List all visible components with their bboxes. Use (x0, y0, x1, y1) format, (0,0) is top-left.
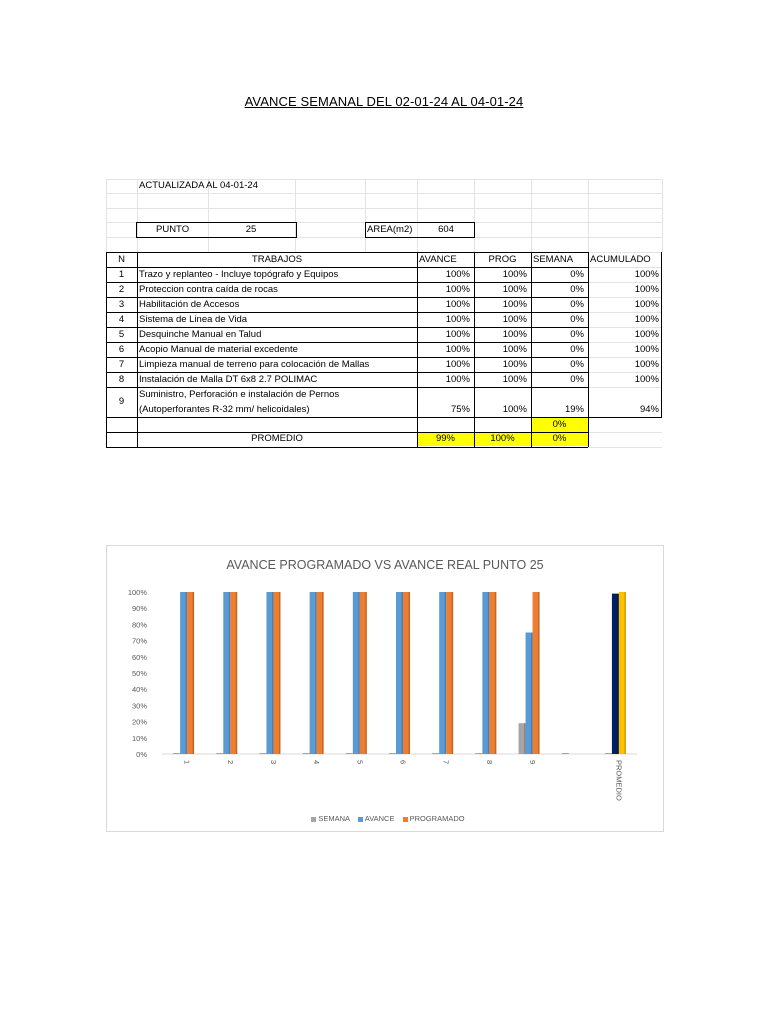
row-trabajo: Instalación de Malla DT 6x8 2.7 POLIMAC (139, 374, 318, 385)
bar-shade (322, 592, 324, 754)
bar-semana-PROMEDIO (605, 753, 612, 754)
legend-semana: SEMANA (318, 814, 350, 823)
row-trabajo: Habilitación de Accesos (139, 299, 240, 310)
row-acumulado: 100% (634, 374, 659, 385)
header-prog: PROG (488, 254, 517, 265)
gridline-v (531, 179, 532, 252)
bar-shade (617, 594, 619, 754)
bar-shade (452, 592, 454, 754)
row-avance: 100% (445, 299, 470, 310)
row-prog: 100% (502, 299, 527, 310)
header-avance: AVANCE (419, 254, 457, 265)
row-acumulado: 100% (634, 314, 659, 325)
bar-semana-8 (475, 753, 482, 754)
y-tick-label: 40% (131, 685, 147, 695)
gridline-v (417, 179, 418, 252)
table-border-v (661, 252, 662, 417)
x-tick-label: 4 (312, 760, 322, 765)
gridline-v (137, 179, 138, 252)
row-trabajo-line2: (Autoperforantes R-32 mm/ helicoidales) (139, 404, 310, 415)
row-trabajo: Acopio Manual de material excedente (139, 344, 298, 355)
promedio-semana: 0% (552, 433, 567, 444)
y-tick-label: 30% (131, 701, 147, 711)
row-n: 3 (118, 299, 125, 310)
bar-shade (624, 592, 626, 754)
gridline-h (106, 193, 662, 194)
spreadsheet (106, 179, 662, 447)
bar-shade (538, 592, 540, 754)
row-acumulado: 100% (634, 269, 659, 280)
y-tick-label: 0% (136, 750, 147, 759)
bar-shade (279, 592, 281, 754)
bar-shade (524, 723, 526, 754)
header-trabajos: TRABAJOS (251, 254, 303, 265)
legend-programado: PROGRAMADO (409, 814, 465, 823)
row-prog: 100% (502, 269, 527, 280)
row-n: 8 (118, 374, 125, 385)
table-border-h (106, 417, 588, 418)
header-n: N (118, 254, 125, 265)
row-n: 6 (118, 344, 125, 355)
y-tick-label: 80% (131, 620, 147, 630)
bar-shade (236, 592, 238, 754)
y-tick-label: 20% (131, 717, 147, 727)
row-prog: 100% (502, 284, 527, 295)
bar-shade (531, 633, 533, 755)
legend-swatch-programado (403, 817, 408, 822)
row-acumulado: 100% (634, 329, 659, 340)
x-tick-label: 5 (355, 760, 365, 765)
bar-shade (488, 592, 490, 754)
row-prog: 100% (502, 374, 527, 385)
gridline-v (365, 179, 366, 252)
legend-swatch-semana (311, 817, 316, 822)
table-border-h (588, 417, 662, 418)
row-avance: 100% (445, 284, 470, 295)
row-avance: 100% (445, 374, 470, 385)
y-tick-label: 70% (131, 636, 147, 646)
gridline-v (295, 179, 296, 252)
bar-shade (495, 592, 497, 754)
row-acumulado: 100% (634, 299, 659, 310)
table-border-v (137, 252, 138, 447)
chart-frame (106, 545, 664, 832)
x-tick-label: 6 (398, 760, 408, 765)
chart-title: AVANCE PROGRAMADO VS AVANCE REAL PUNTO 25 (226, 558, 544, 572)
y-tick-label: 10% (131, 733, 147, 743)
gridline-v (588, 179, 589, 252)
bar-semana-5 (346, 753, 353, 754)
row-semana: 0% (570, 284, 584, 295)
row-n: 1 (118, 269, 125, 280)
gridline-v (106, 179, 107, 252)
bar-shade (315, 592, 317, 754)
bar-shade (365, 592, 367, 754)
y-tick-label: 60% (131, 652, 147, 662)
row-prog: 100% (502, 359, 527, 370)
x-tick-label: 8 (484, 760, 494, 765)
gridline-h (106, 208, 662, 209)
row-acumulado: 100% (634, 284, 659, 295)
row-trabajo: Trazo y replanteo - Incluye topógrafo y Equipos (139, 269, 339, 280)
row-semana: 0% (570, 299, 584, 310)
row-acumulado: 94% (639, 404, 659, 415)
y-tick-label: 50% (131, 669, 147, 678)
x-tick-label: 9 (528, 760, 538, 765)
row-acumulado: 100% (634, 344, 659, 355)
row-n: 9 (118, 396, 125, 407)
bar-semana-blank (562, 753, 569, 754)
row-semana: 19% (564, 404, 584, 415)
document-title: AVANCE SEMANAL DEL 02-01-24 AL 04-01-24 (244, 94, 524, 109)
blank-row-semana: 0% (552, 419, 567, 430)
bar-semana-2 (216, 753, 223, 754)
bar-semana-6 (389, 753, 396, 754)
updated-label: ACTUALIZADA AL 04-01-24 (139, 180, 258, 191)
row-n: 4 (118, 314, 125, 325)
bar-semana-7 (432, 753, 439, 754)
promedio-avance: 99% (435, 433, 455, 444)
row-semana: 0% (570, 329, 584, 340)
x-tick-label: 3 (268, 760, 278, 765)
punto-label: PUNTO (156, 224, 190, 235)
x-tick-label: 1 (182, 760, 192, 765)
row-prog: 100% (502, 314, 527, 325)
row-trabajo-line1: Suministro, Perforación e instalación de Pernos (139, 389, 340, 400)
promedio-prog: 100% (490, 433, 515, 444)
row-prog: 100% (502, 344, 527, 355)
row-semana: 0% (570, 269, 584, 280)
header-semana: SEMANA (533, 254, 574, 265)
row-avance: 100% (445, 344, 470, 355)
x-tick-label: 2 (225, 760, 235, 765)
bar-shade (193, 592, 195, 754)
row-semana: 0% (570, 374, 584, 385)
row-prog: 100% (502, 404, 527, 415)
row-avance: 100% (445, 359, 470, 370)
legend-swatch-avance (358, 817, 363, 822)
area-label: AREA(m2) (367, 224, 413, 235)
header-acumulado: ACUMULADO (590, 254, 651, 265)
bar-shade (409, 592, 411, 754)
promedio-label: PROMEDIO (251, 433, 303, 444)
bar-shade (445, 592, 447, 754)
bar-shade (229, 592, 231, 754)
row-avance: 100% (445, 314, 470, 325)
x-tick-label: 7 (441, 760, 451, 765)
row-acumulado: 100% (634, 359, 659, 370)
row-trabajo: Desquinche Manual en Talud (139, 329, 262, 340)
bar-shade (186, 592, 188, 754)
row-trabajo: Sistema de Linea de Vida (139, 314, 248, 325)
row-trabajo: Proteccion contra caída de rocas (139, 284, 278, 295)
punto-value: 25 (245, 224, 257, 235)
table-border-h (106, 447, 588, 448)
gridline-v (662, 179, 663, 252)
row-n: 5 (118, 329, 125, 340)
row-prog: 100% (502, 329, 527, 340)
row-avance: 100% (445, 329, 470, 340)
bar-chart (107, 546, 663, 831)
y-tick-label: 90% (131, 604, 147, 614)
bar-semana-4 (303, 753, 310, 754)
row-avance: 75% (450, 404, 470, 415)
bar-semana-3 (259, 753, 266, 754)
bar-semana-1 (173, 753, 180, 754)
bar-shade (402, 592, 404, 754)
chart-legend (107, 814, 663, 823)
gridline-v (474, 179, 475, 252)
row-trabajo: Limpieza manual de terreno para colocación de Mallas (139, 359, 370, 370)
y-tick-label: 100% (127, 588, 147, 597)
row-semana: 0% (570, 314, 584, 325)
area-value: 604 (438, 224, 454, 235)
row-n: 2 (118, 284, 125, 295)
row-semana: 0% (570, 359, 584, 370)
bar-shade (358, 592, 360, 754)
row-avance: 100% (445, 269, 470, 280)
legend-avance: AVANCE (364, 814, 395, 823)
row-n: 7 (118, 359, 125, 370)
row-semana: 0% (570, 344, 584, 355)
x-tick-label: PROMEDIO (614, 760, 624, 801)
bar-shade (272, 592, 274, 754)
